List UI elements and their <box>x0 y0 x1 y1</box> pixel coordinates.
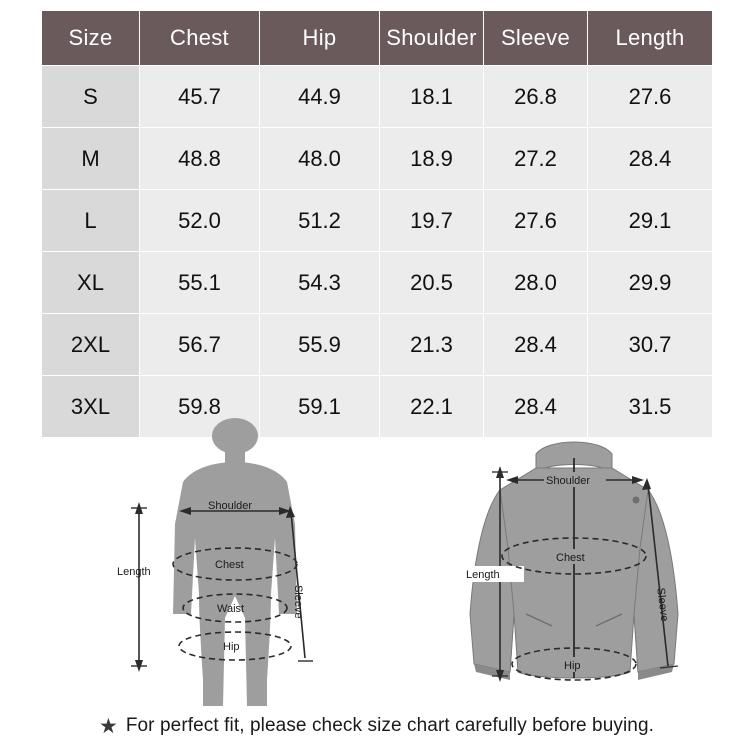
cell-sleeve: 28.4 <box>484 376 588 438</box>
cell-size: M <box>42 128 140 190</box>
cell-hip: 55.9 <box>260 314 380 376</box>
body-figure <box>95 418 375 708</box>
cell-shoulder: 18.1 <box>380 66 484 128</box>
table-row <box>42 190 713 252</box>
cell-size: S <box>42 66 140 128</box>
cell-sleeve: 27.6 <box>484 190 588 252</box>
column-header-hip: Hip <box>260 11 380 66</box>
column-header-size: Size <box>42 11 140 66</box>
cell-length: 27.6 <box>588 66 713 128</box>
cell-chest: 59.8 <box>140 376 260 438</box>
measurement-figures <box>0 418 753 708</box>
cell-size: 3XL <box>42 376 140 438</box>
label-waist: Waist <box>217 603 245 615</box>
column-header-length: Length <box>588 11 713 66</box>
cell-sleeve: 26.8 <box>484 66 588 128</box>
cell-hip: 51.2 <box>260 190 380 252</box>
table-header <box>42 11 713 66</box>
cell-sleeve: 27.2 <box>484 128 588 190</box>
column-header-sleeve: Sleeve <box>484 11 588 66</box>
column-header-chest: Chest <box>140 11 260 66</box>
size-table <box>41 10 713 438</box>
cell-hip: 44.9 <box>260 66 380 128</box>
cell-sleeve: 28.4 <box>484 314 588 376</box>
size-table-container <box>41 10 712 438</box>
table-row <box>42 252 713 314</box>
footer-note-text: For perfect fit, please check size chart carefully before buying. <box>125 715 655 736</box>
length-measure-arrow <box>131 502 147 672</box>
cell-shoulder: 22.1 <box>380 376 484 438</box>
cell-length: 29.1 <box>588 190 713 252</box>
cell-shoulder: 18.9 <box>380 128 484 190</box>
label-shoulder: Shoulder <box>208 500 253 512</box>
cell-hip: 54.3 <box>260 252 380 314</box>
cell-length: 30.7 <box>588 314 713 376</box>
cell-shoulder: 19.7 <box>380 190 484 252</box>
label-chest: Chest <box>556 552 585 564</box>
column-header-shoulder: Shoulder <box>380 11 484 66</box>
cell-shoulder: 21.3 <box>380 314 484 376</box>
cell-size: 2XL <box>42 314 140 376</box>
table-row <box>42 66 713 128</box>
table-row <box>42 128 713 190</box>
star-icon: ★ <box>98 714 118 738</box>
cell-size: XL <box>42 252 140 314</box>
cell-sleeve: 28.0 <box>484 252 588 314</box>
cell-chest: 52.0 <box>140 190 260 252</box>
label-hip: Hip <box>564 660 581 672</box>
jacket-figure <box>440 428 710 708</box>
cell-chest: 55.1 <box>140 252 260 314</box>
label-sleeve: Sleeve <box>654 587 671 623</box>
table-header-row <box>42 11 713 66</box>
cell-hip: 59.1 <box>260 376 380 438</box>
label-length: Length <box>117 566 151 578</box>
cell-length: 29.9 <box>588 252 713 314</box>
cell-size: L <box>42 190 140 252</box>
label-hip: Hip <box>223 641 240 653</box>
cell-hip: 48.0 <box>260 128 380 190</box>
table-row <box>42 314 713 376</box>
label-length: Length <box>466 569 500 581</box>
label-sleeve: Sleeve <box>292 585 304 619</box>
footer-note <box>0 706 753 746</box>
cell-shoulder: 20.5 <box>380 252 484 314</box>
cell-chest: 56.7 <box>140 314 260 376</box>
label-chest: Chest <box>215 559 244 571</box>
cell-length: 31.5 <box>588 376 713 438</box>
cell-chest: 45.7 <box>140 66 260 128</box>
table-body <box>42 66 713 438</box>
cell-length: 28.4 <box>588 128 713 190</box>
label-shoulder: Shoulder <box>546 475 591 487</box>
cell-chest: 48.8 <box>140 128 260 190</box>
